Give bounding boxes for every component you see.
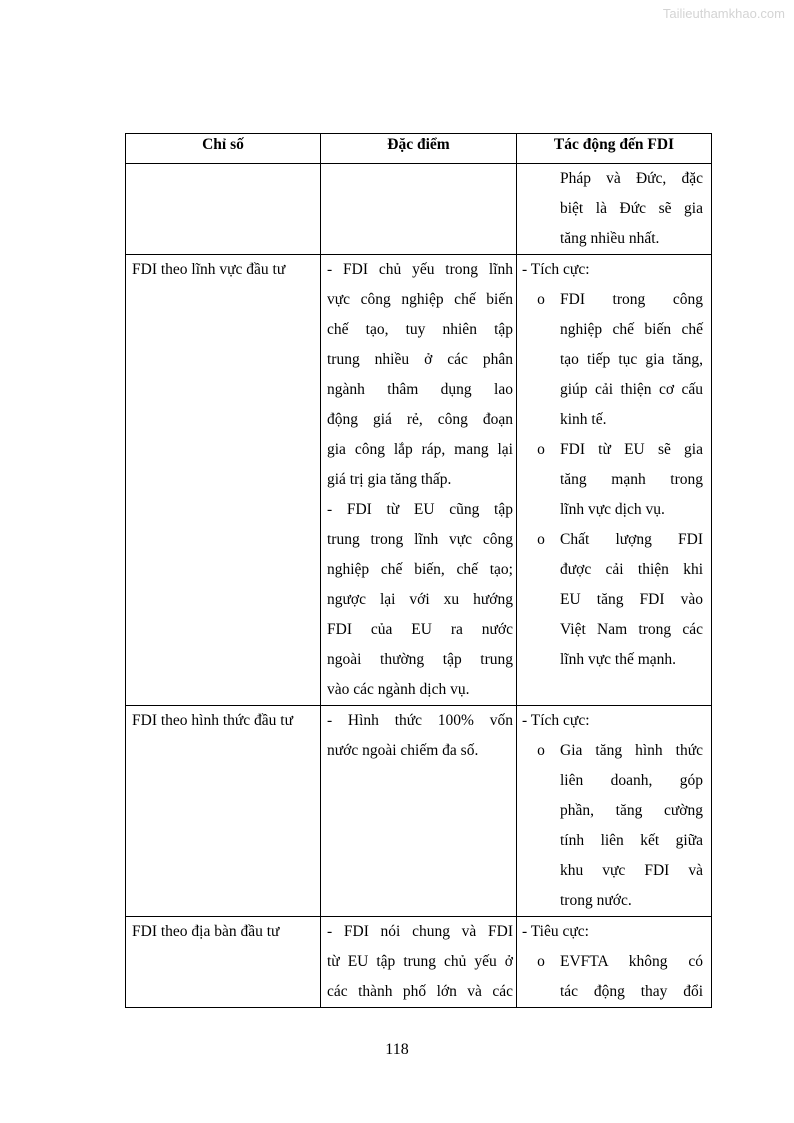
feature-line: vào các ngành dịch vụ. [327, 681, 470, 698]
bullet-line: phần, tăng cường [560, 802, 703, 819]
header-features: Đặc điểm [321, 134, 517, 164]
bullet-line: Việt Nam trong các [560, 621, 703, 638]
bullet-line: tăng mạnh trong [560, 471, 703, 488]
bullet-item [522, 525, 703, 675]
effect-line: biệt là Đức sẽ gia [560, 200, 703, 217]
header-fdi-impact: Tác động đến FDI [517, 134, 712, 164]
fdi-impact-table [125, 133, 712, 1008]
continuation-effect-cell [517, 164, 712, 255]
bullet-item [522, 435, 703, 525]
effect-line: tăng nhiều nhất. [560, 230, 660, 247]
bullet-line: khu vực FDI và [560, 862, 703, 879]
table-header-row [126, 134, 712, 164]
feature-line: ngành thâm dụng lao [327, 381, 513, 398]
indicator-cell [126, 706, 321, 917]
feature-line: ngược lại với xu hướng [327, 591, 513, 608]
indicator-cell [126, 255, 321, 706]
bullet-line: lĩnh vực thế mạnh. [560, 651, 677, 668]
feature-line: trung trong lĩnh vực công [327, 531, 513, 548]
page-number: 118 [385, 1041, 409, 1058]
feature-line: giá trị gia tăng thấp. [327, 471, 452, 488]
bullet-marker: o [537, 441, 545, 458]
effect-cell [517, 917, 712, 1008]
bullet-line: trong nước. [560, 892, 632, 909]
indicator-label: FDI theo địa bàn đầu tư [132, 923, 280, 940]
bullet-line: tạo tiếp tục gia tăng, [560, 351, 703, 368]
table-row-sector [126, 255, 712, 706]
bullet-item [522, 736, 703, 916]
bullet-line: lĩnh vực dịch vụ. [560, 501, 665, 518]
continuation-feature-cell [321, 164, 517, 255]
bullet-line: nghiệp chế biến chế [560, 321, 703, 338]
feature-line: vực công nghiệp chế biến [327, 291, 513, 308]
feature-cell [321, 917, 517, 1008]
indicator-cell [126, 917, 321, 1008]
feature-line: nước ngoài chiếm đa số. [327, 742, 479, 759]
feature-cell [321, 706, 517, 917]
bullet-marker: o [537, 531, 545, 548]
effect-cell [517, 706, 712, 917]
feature-line: trung nhiều ở các phân [327, 351, 513, 368]
bullet-line: EU tăng FDI vào [560, 591, 703, 608]
bullet-marker: o [537, 953, 545, 970]
feature-line: chế tạo, tuy nhiên tập [327, 321, 513, 338]
feature-line: - FDI chủ yếu trong lĩnh [327, 261, 513, 278]
feature-cell [321, 255, 517, 706]
bullet-line: Chất lượng FDI [560, 531, 703, 548]
feature-line: - Hình thức 100% vốn [327, 712, 513, 729]
table-row-form [126, 706, 712, 917]
header-indicator: Chỉ số [126, 134, 321, 164]
bullet-item [522, 947, 703, 1007]
table-row-continuation [126, 164, 712, 255]
bullet-line: Gia tăng hình thức [560, 742, 703, 759]
feature-line: ngoài thường tập trung [327, 651, 513, 668]
bullet-line: EVFTA không có [560, 953, 703, 970]
effect-cell [517, 255, 712, 706]
bullet-line: tính liên kết giữa [560, 832, 703, 849]
feature-line: các thành phố lớn và các [327, 983, 513, 1000]
bullet-marker: o [537, 742, 545, 759]
feature-line: FDI của EU ra nước [327, 621, 513, 638]
bullet-line: liên doanh, góp [560, 772, 703, 789]
continuation-indicator-cell [126, 164, 321, 255]
effect-heading: - Tiêu cực: [522, 923, 589, 940]
bullet-item [522, 285, 703, 435]
feature-line: động giá rẻ, công đoạn [327, 411, 513, 428]
feature-line: - FDI từ EU cũng tập [327, 501, 513, 518]
indicator-label: FDI theo lĩnh vực đầu tư [132, 261, 286, 278]
bullet-marker: o [537, 291, 545, 308]
bullet-line: FDI trong công [560, 291, 703, 308]
bullet-line: giúp cải thiện cơ cấu [560, 381, 703, 398]
effect-heading: - Tích cực: [522, 712, 590, 729]
effect-line: Pháp và Đức, đặc [560, 170, 703, 187]
bullet-line: được cải thiện khi [560, 561, 703, 578]
feature-line: - FDI nói chung và FDI [327, 923, 513, 940]
bullet-line: tác động thay đổi [560, 983, 703, 1000]
effect-heading: - Tích cực: [522, 261, 590, 278]
feature-line: từ EU tập trung chủ yếu ở [327, 953, 513, 970]
feature-line: nghiệp chế biến, chế tạo; [327, 561, 513, 578]
table-row-location [126, 917, 712, 1008]
indicator-label: FDI theo hình thức đầu tư [132, 712, 294, 729]
watermark: Tailieuthamkhao.com [662, 6, 785, 21]
bullet-line: FDI từ EU sẽ gia [560, 441, 703, 458]
feature-line: gia công lắp ráp, mang lại [327, 441, 513, 458]
bullet-line: kinh tế. [560, 411, 607, 428]
